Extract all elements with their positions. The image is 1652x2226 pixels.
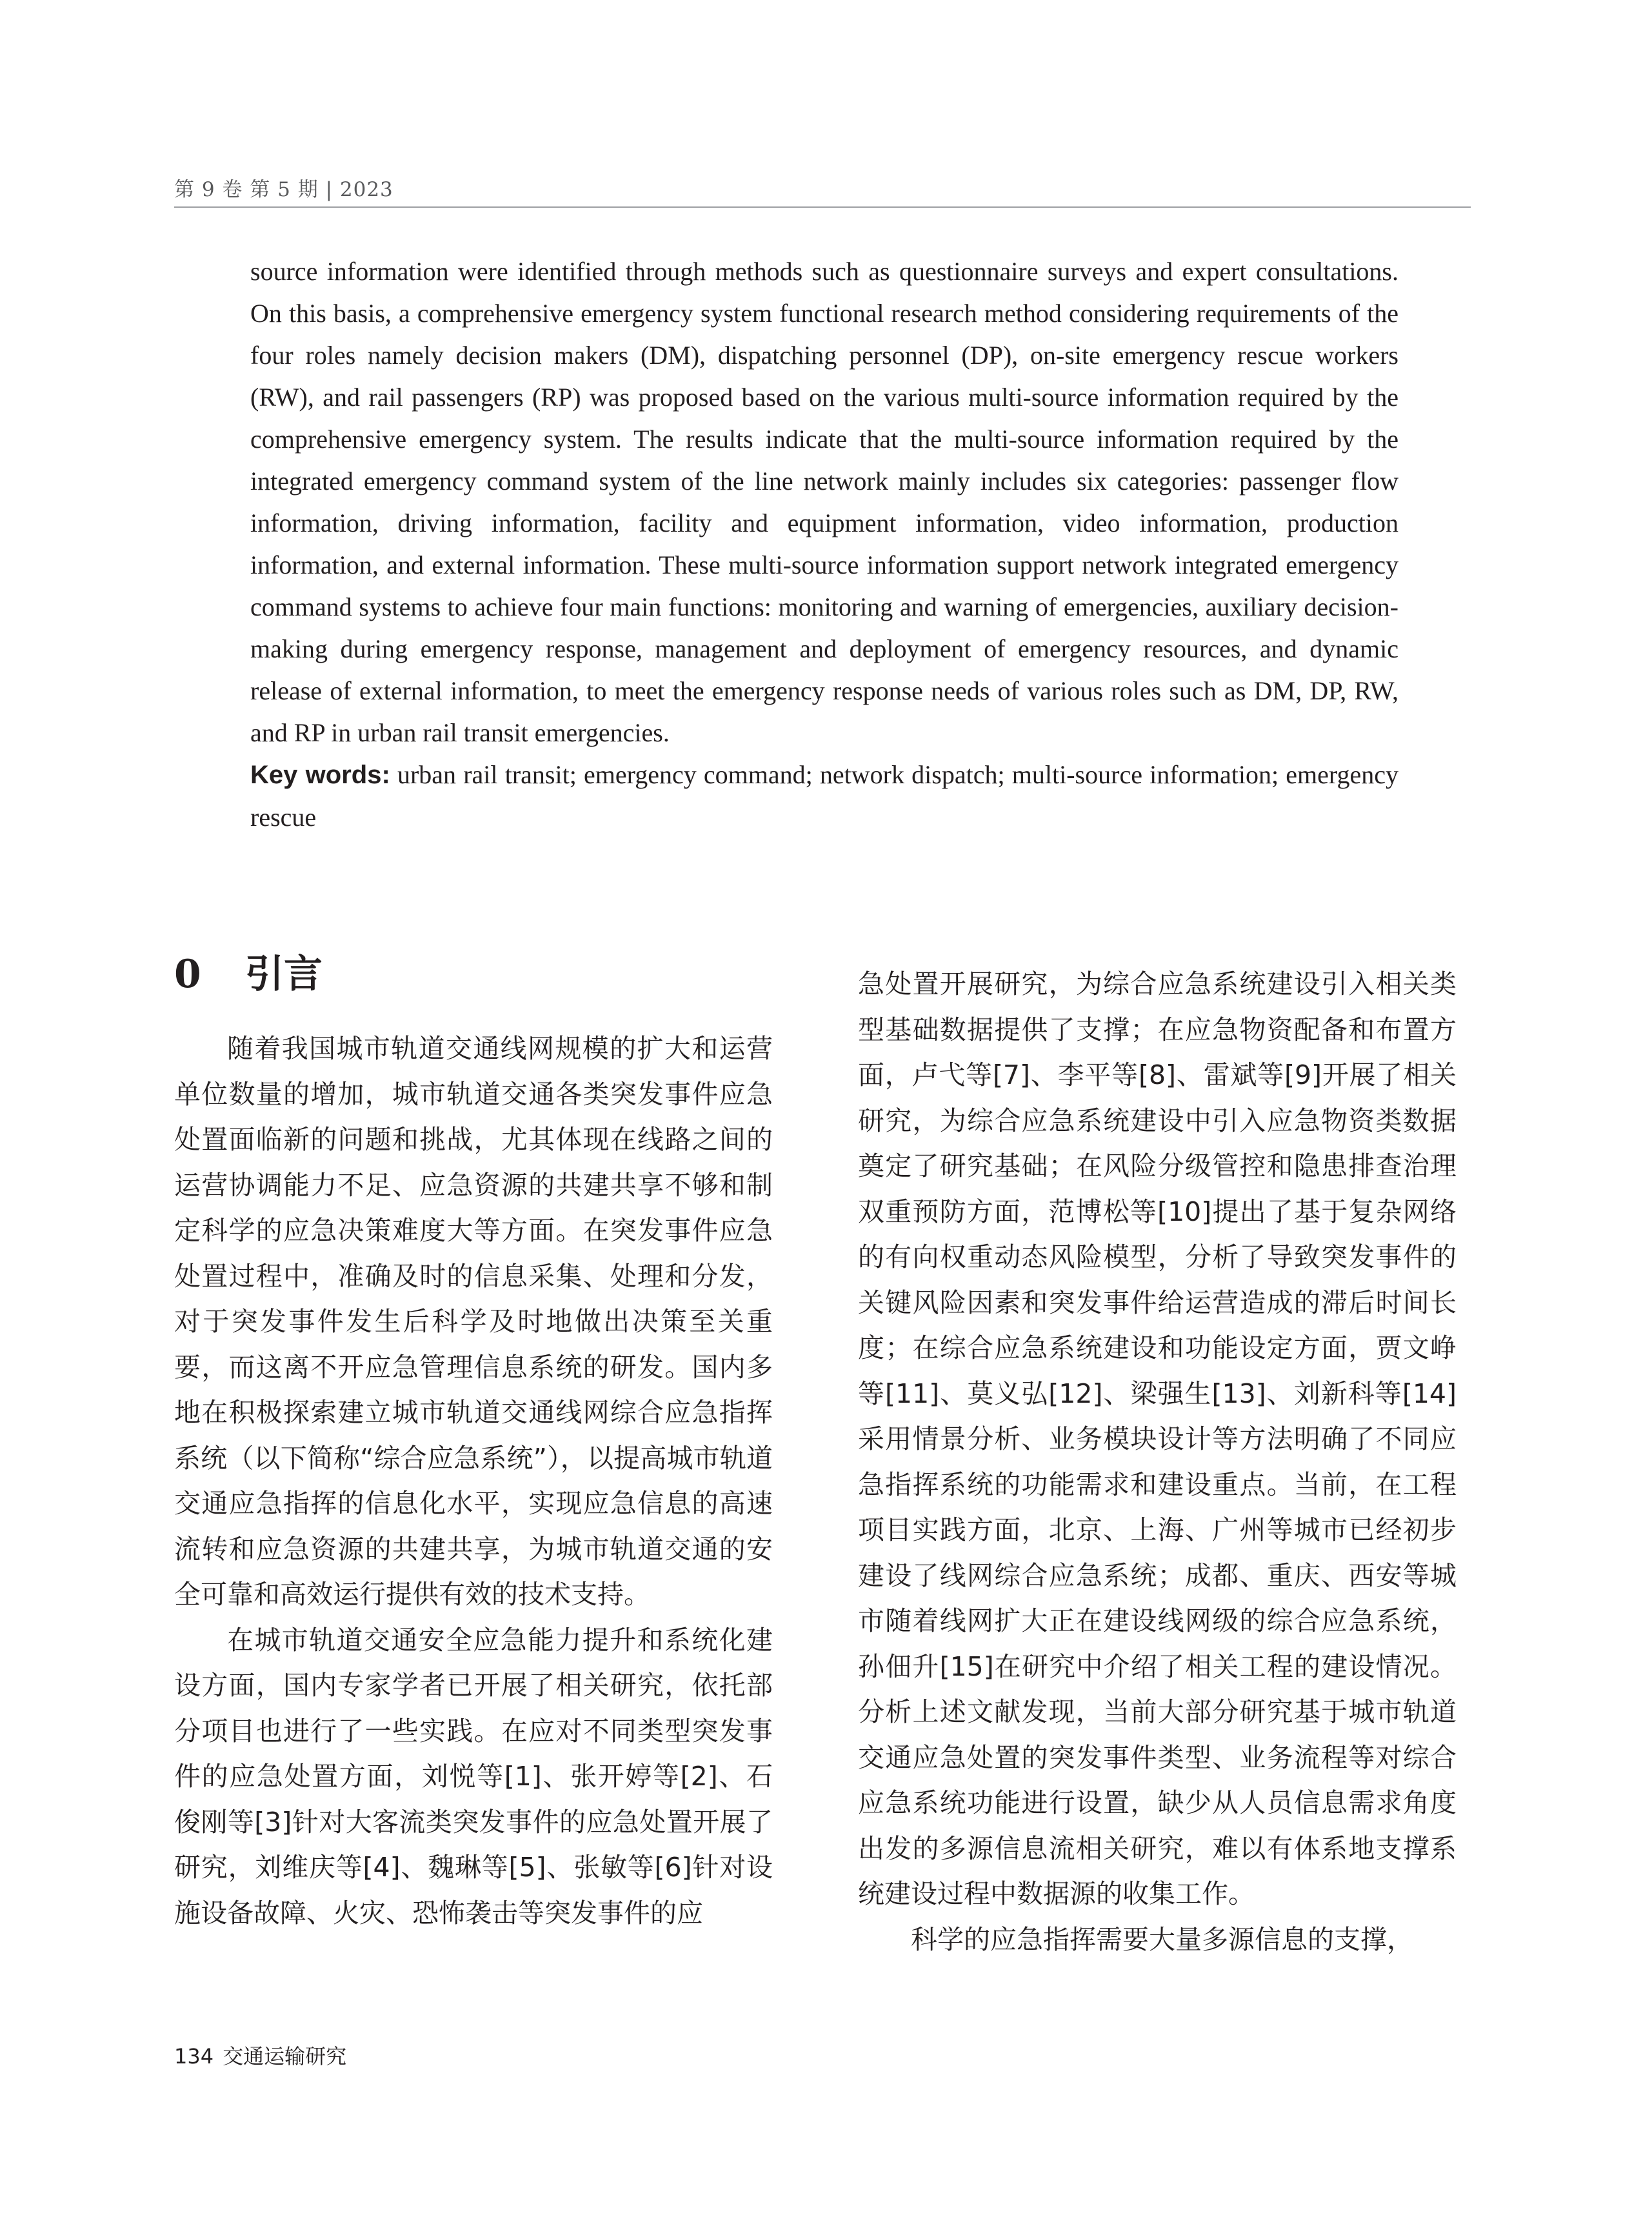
running-header: 第 9 卷 第 5 期 | 2023 xyxy=(174,178,393,201)
page-number: 134 xyxy=(174,2044,214,2069)
paragraph: 在城市轨道交通安全应急能力提升和系统化建设方面，国内专家学者已开展了相关研究，依托部分项目也进行了一些实践。在应对不同类型突发事件的应急处置方面，刘悦等[1]、张开婷等[2]、石俊刚等[3]针对大客流类突发事件的应急处置开展了研究，刘维庆等[4]、魏琳等[5]、张敏等[6]针对设施设备故障、火灾、恐怖袭击等突发事件的应 xyxy=(174,1624,773,1929)
section-heading xyxy=(174,948,773,1000)
abstract-block xyxy=(250,250,1398,838)
journal-name: 交通运输研究 xyxy=(223,2044,347,2069)
left-column xyxy=(174,948,773,1936)
paragraph: 急处置开展研究，为综合应急系统建设引入相关类型基础数据提供了支撑；在应急物资配备和布置方面，卢弋等[7]、李平等[8]、雷斌等[9]开展了相关研究，为综合应急系统建设中引入应急物资类数据奠定了研究基础；在风险分级管控和隐患排查治理双重预防方面，范博松等[10]提出了基于复杂网络的有向权重动态风险模型，分析了导致突发事件的关键风险因素和突发事件给运营造成的滞后时间长度；在综合应急系统建设和功能设定方面，贾文峥等[11]、莫义弘[12]、梁强生[13]、刘新科等[14]采用情景分析、业务模块设计等方法明确了不同应急指挥系统的功能需求和建设重点。当前，在工程项目实践方面，北京、上海、广州等城市已经初步建设了线网综合应急系统；成都、重庆、西安等城市随着线网扩大正在建设线网级的综合应急系统，孙佃升[15]在研究中介绍了相关工程的建设情况。分析上述文献发现，当前大部分研究基于城市轨道交通应急处置的突发事件类型、业务流程等对综合应急系统功能进行设置，缺少从人员信息需求角度出发的多源信息流相关研究，难以有体系地支撑系统建设过程中数据源的收集工作。 xyxy=(858,968,1457,1909)
header-divider xyxy=(174,206,1471,208)
section-title: 引言 xyxy=(245,952,323,997)
keywords-line xyxy=(250,754,1398,838)
page-footer xyxy=(174,2040,346,2070)
keywords-label: Key words: xyxy=(250,761,390,789)
section-number: 0 xyxy=(174,952,201,997)
paragraph: 随着我国城市轨道交通线网规模的扩大和运营单位数量的增加，城市轨道交通各类突发事件应急处置面临新的问题和挑战，尤其体现在线路之间的运营协调能力不足、应急资源的共建共享不够和制定科学的应急决策难度大等方面。在突发事件应急处置过程中，准确及时的信息采集、处理和分发，对于突发事件发生后科学及时地做出决策至关重要，而这离不开应急管理信息系统的研发。国内多地在积极探索建立城市轨道交通线网综合应急指挥系统（以下简称“综合应急系统”），以提高城市轨道交通应急指挥的信息化水平，实现应急信息的高速流转和应急资源的共建共享，为城市轨道交通的安全可靠和高效运行提供有效的技术支持。 xyxy=(174,1033,773,1610)
paragraph: 科学的应急指挥需要大量多源信息的支撑， xyxy=(911,1923,1413,1955)
right-column xyxy=(858,961,1457,1962)
abstract-text: source information were identified through methods such as questionnaire surveys and expert consultations. On this basis, a comprehensive emergency system functional research method considering requirements of the four roles namely decision makers (DM), dispatching personnel (DP), on-site emergency rescue workers (RW), and rail passengers (RP) was proposed based on the various multi-source information required by the comprehensive emergency system. The results indicate that the multi-source information required by the integrated emergency command system of the line network mainly includes six categories: passenger flow information, driving information, facility and equipment information, video information, production information, and external information. These multi-source information support network integrated emergency command systems to achieve four main functions: monitoring and warning of emergencies, auxiliary decision-making during emergency response, management and deployment of emergency resources, and dynamic release of external information, to meet the emergency response needs of various roles such as DM, DP, RW, and RP in urban rail transit emergencies. xyxy=(250,257,1398,747)
keywords-text: urban rail transit; emergency command; network dispatch; multi-source information; emergency rescue xyxy=(250,760,1399,832)
